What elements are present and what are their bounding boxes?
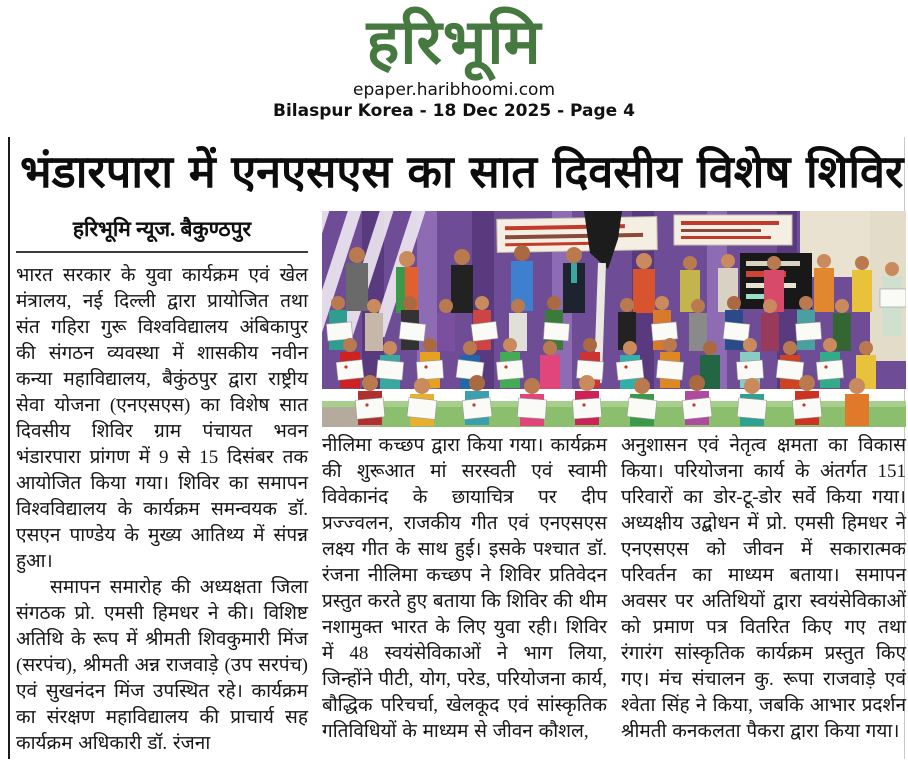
event-group-photo [322, 211, 906, 427]
paragraph: भारत सरकार के युवा कार्यक्रम एवं खेल मंत्रालय, नई दिल्ली द्वारा प्रायोजित तथा संत गहिरा गुरू विश्वविद्यालय अंबिकापुर की संगठन व्यवस्था में शासकीय नवीन कन्या महाविद्यालय, बैकुंठपुर द्वारा राष्ट्रीय सेवा योजना (एनएसएस) का विशेष सात दिवसीय शिविर ग्राम पंचायत भवन भंडारपारा प्रांगण में 9 से 15 दिसंबर तक आयोजित किया गया। शिविर का समापन विश्वविद्यालय के कार्यक्रम समन्वयक डॉ. एसएन पाण्डेय के मुख्य आतिथ्य में संपन्न हुआ। [16, 265, 308, 572]
article-body [16, 211, 904, 757]
epaper-url: epaper.haribhoomi.com [352, 80, 556, 100]
haribhoomi-logo: हरिभूमि [366, 5, 542, 78]
article-headline: भंडारपारा में एनएसएस का सात दिवसीय विशेष शिविर [20, 145, 904, 198]
right-section [322, 211, 906, 757]
paragraph: समापन समारोह की अध्यक्षता जिला संगठक प्रो. एमसी हिमधर ने की। विशिष्ट अतिथि के रूप में श्रीमती शिवकुमारी मिंज (सरपंच), श्रीमती अन्न राजवाड़े (उप सरपंच) एवं सुखनंदन मिंज उपस्थित रहे। कार्यक्रम का संरक्षण महाविद्यालय की प्राचार्य सह कार्यक्रम अधिकारी डॉ. रंजना [16, 577, 308, 754]
middle-column-text: नीलिमा कच्छप द्वारा किया गया। कार्यक्रम की शुरूआत मां सरस्वती एवं स्वामी विवेकानंद के छायाचित्र पर दीप प्रज्ज्वलन, राजकीय गीत एवं एनएसएस लक्ष्य गीत के साथ हुई। इसके पश्चात डॉ. रंजना नीलिमा कच्छप ने शिविर प्रतिवेदन प्रस्तुत करते हुए बताया कि शिविर की थीम नशामुक्त भारत के लिए युवा रही। शिविर में 48 स्वयंसेविकाओं ने भाग लिया, जिन्होंने पीटी, योग, परेड, परियोजना कार्य, बौद्धिक परिचर्चा, खेलकूद एवं सांस्कृतिक गतिविधियों के माध्यम से जीवन कौशल, [322, 435, 607, 742]
right-column-text: अनुशासन एवं नेतृत्व क्षमता का विकास किया। परियोजना कार्य के अंतर्गत 151 परिवारों का डोर-टू-डोर सर्वे किया गया। अध्यक्षीय उद्बोधन में प्रो. एमसी हिमधर ने एनएसएस को जीवन में सकारात्मक परिवर्तन का माध्यम बताया। समापन अवसर पर अतिथियों द्वारा स्वयंसेविकाओं को प्रमाण पत्र वितरित किए गए तथा रंगारंग सांस्कृतिक कार्यक्रम प्रस्तुत किए गए। मंच संचालन कु. रूपा राजवाड़े एवं श्वेता सिंह ने किया, जबकि आभार प्रदर्शन श्रीमती कनकलता पैकरा द्वारा किया गया। [621, 435, 906, 742]
group-photo-illustration [322, 211, 906, 427]
article-clip [8, 137, 905, 759]
edition-date-page: Bilaspur Korea - 18 Dec 2025 - Page 4 [273, 101, 635, 121]
left-column [16, 211, 308, 757]
byline: हरिभूमि न्यूज. बैकुण्ठपुर [16, 211, 308, 253]
photo-caption-columns [322, 433, 906, 745]
masthead [0, 0, 908, 122]
